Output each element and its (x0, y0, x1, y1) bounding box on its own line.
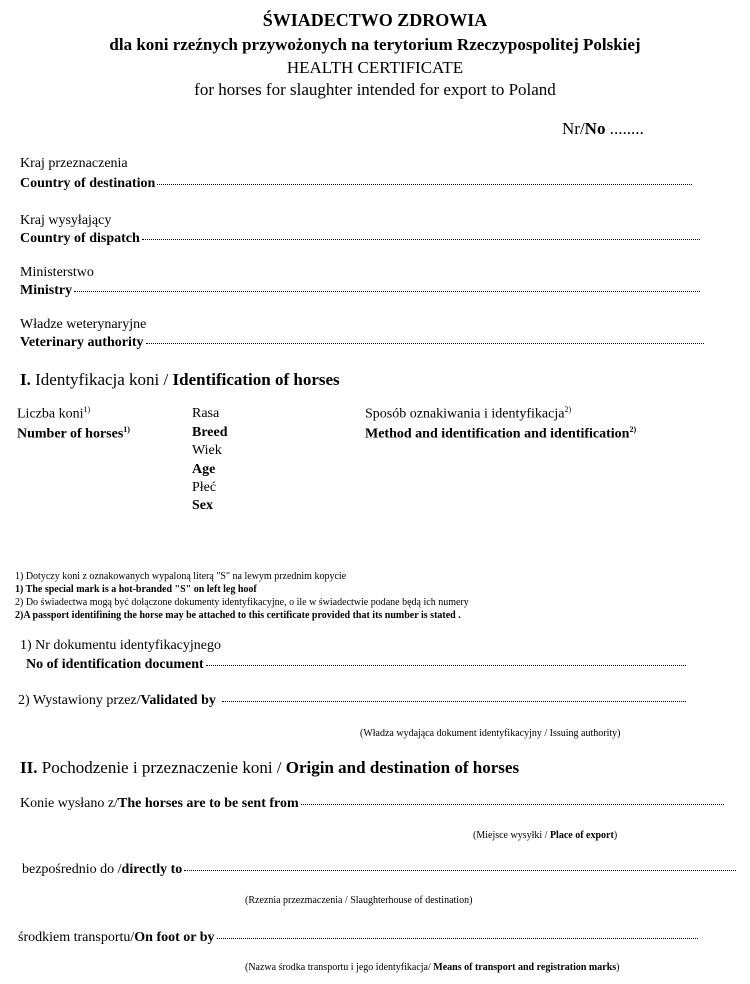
title-en: HEALTH CERTIFICATE (286, 58, 464, 77)
footnote-2-pl: 2) Do świadectwa mogą być dołączone dokumenty identyfikacyjne, o ile w świadectwie podane będą ich numery (15, 597, 469, 608)
doc-dots (206, 664, 686, 666)
certificate-number (562, 119, 644, 139)
doc-label-en: No of identification document (26, 657, 204, 672)
to-dots (184, 869, 736, 871)
ministry-field[interactable] (20, 283, 700, 299)
dispatch-label-en: Country of dispatch (20, 231, 140, 246)
section1-title-pl: Identyfikacja koni / (35, 370, 173, 389)
to-label-pl: bezpośrednio do / (22, 862, 122, 877)
from-dots (301, 803, 724, 805)
destination-field[interactable] (20, 176, 692, 192)
to-label-en: directly to (121, 862, 183, 877)
ministry-label-en: Ministry (20, 283, 73, 298)
dispatch-label-pl: Kraj wysyłający (20, 213, 112, 228)
dispatch-field[interactable] (20, 231, 700, 247)
ministry-dots (74, 290, 700, 292)
doc-label-pl: 1) Nr dokumentu identyfikacyjnego (20, 638, 222, 653)
ministry-label-pl: Ministerstwo (20, 265, 94, 280)
issuing-note: (Władza wydająca dokument identyfikacyjny / Issuing authority) (360, 728, 621, 739)
method-label-pl: Sposób oznakiwania i identyfikacja$^{2)}$ (365, 405, 572, 422)
validated-label-en: Validated by (140, 693, 216, 708)
validated-field[interactable] (18, 693, 686, 709)
sex-label-pl: Płeć (192, 480, 217, 495)
from-label-pl: Konie wysłano z/ (20, 796, 118, 811)
subtitle-en: for horses for slaughter intended for export to Poland (194, 80, 556, 99)
breed-label-en: Breed (192, 425, 228, 440)
doc-field[interactable] (26, 657, 686, 673)
vet-dots (146, 342, 704, 344)
transport-label-en: On foot or by (134, 930, 215, 945)
footnote-1-pl: 1) Dotyczy koni z oznakowanych wypaloną literą "S" na lewym przednim kopycie (15, 571, 347, 582)
section2-title-pl: Pochodzenie i przeznaczenie koni / (37, 758, 286, 777)
sex-label-en: Sex (192, 498, 213, 513)
breed-label-pl: Rasa (192, 406, 220, 421)
vet-field[interactable] (20, 335, 704, 351)
method-label-en: Method and identification and identification$^{2)}$ (365, 425, 637, 442)
transport-note: (Nazwa środka transportu i jego identyfikacja/ Means of transport and registration marks) (245, 962, 620, 973)
destination-label-en: Country of destination (20, 176, 156, 191)
transport-dots (217, 937, 698, 939)
no-dots: ........ (609, 119, 644, 138)
vet-label-en: Veterinary authority (20, 335, 144, 350)
section1-heading (20, 370, 340, 390)
validated-dots (222, 700, 686, 702)
no-label: No (584, 119, 606, 138)
age-label-en: Age (192, 462, 216, 477)
dispatch-dots (142, 238, 700, 240)
transport-label-pl: środkiem transportu/ (18, 930, 135, 945)
nr-label: Nr/ (562, 119, 585, 138)
footnote-1-en: 1) The special mark is a hot-branded "S" on left leg hoof (15, 584, 257, 595)
destination-dots (157, 183, 692, 185)
validated-label-pl: 2) Wystawiony przez/ (18, 693, 141, 708)
transport-field[interactable] (18, 930, 698, 946)
count-label-pl: Liczba koni$^{1)}$ (17, 405, 91, 422)
section1-num: I. (20, 370, 31, 389)
from-field[interactable] (20, 796, 724, 812)
from-label-en: The horses are to be sent from (117, 796, 299, 811)
count-label-en: Number of horses$^{1)}$ (17, 425, 130, 442)
footnote-2-en: 2)A passport identifining the horse may be attached to this certificate provided that its number is stated . (15, 610, 461, 621)
section1-title-en: Identification of horses (172, 370, 340, 389)
section2-heading (20, 758, 519, 778)
from-note: (Miejsce wysyłki / Place of export) (473, 830, 618, 841)
vet-label-pl: Władze weterynaryjne (20, 317, 147, 332)
to-note: (Rzeznia przezmaczenia / Slaughterhouse of destination) (245, 895, 473, 906)
section2-num: II. (20, 758, 38, 777)
to-field[interactable] (22, 862, 736, 878)
age-label-pl: Wiek (192, 443, 222, 458)
title-pl: ŚWIADECTWO ZDROWIA (262, 10, 488, 30)
section2-title-en: Origin and destination of horses (285, 758, 520, 777)
subtitle-pl: dla koni rzeźnych przywożonych na terytorium Rzeczypospolitej Polskiej (109, 35, 641, 54)
destination-label-pl: Kraj przeznaczenia (20, 156, 128, 171)
